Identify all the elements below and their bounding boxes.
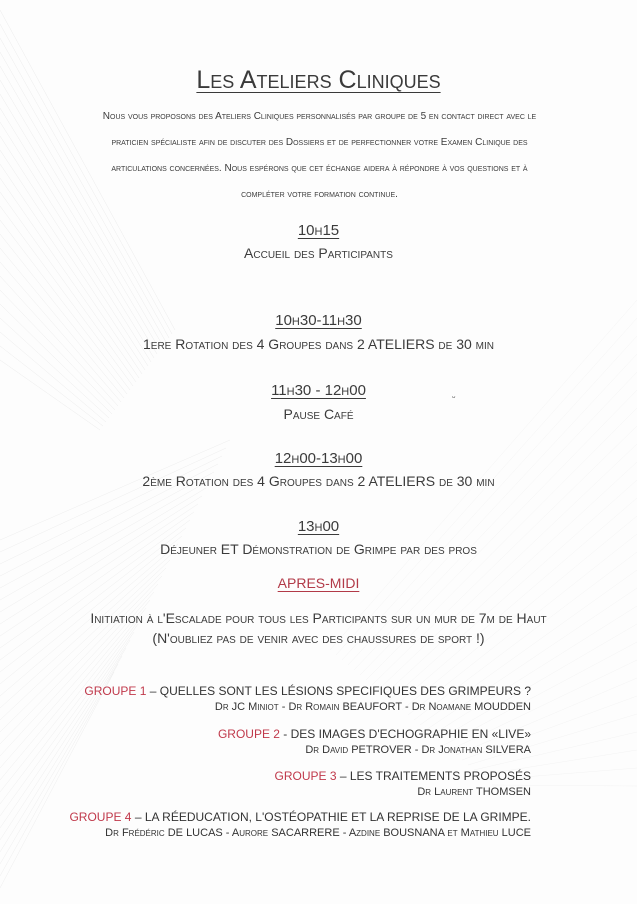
group-speakers: Dr David PETROVER - Dr Jonathan SILVERA: [305, 744, 531, 756]
time-slot: 10h15: [297, 222, 340, 239]
afternoon-info: [0, 608, 637, 648]
time-slot: 12h00-13h00: [274, 450, 363, 467]
group-name: GROUPE 4: [69, 810, 132, 824]
activity: Accueil des Participants: [244, 245, 393, 261]
activity: Pause Café: [283, 406, 354, 422]
afternoon-heading: APRES-MIDI: [277, 575, 360, 591]
stray-mark: ᵕ: [452, 392, 456, 402]
group-speakers: Dr Frédéric DE LUCAS - Aurore SACARRERE - Azdine BOUSNANA et Mathieu LUCE: [105, 827, 531, 839]
group-speakers: Dr Laurent THOMSEN: [417, 786, 531, 798]
intro-paragraph: Nous vous proposons des Ateliers Cliniques personnalisés par groupe de 5 en contact direct avec le praticien spécialiste afin de discuter des Dossiers et de perfectionner votre Examen Clinique des articulations concernées. Nous espérons que cet échange aidera à répondre à vos questions et à compléter votre formation continue.: [102, 111, 537, 200]
group-block: [84, 684, 531, 713]
afternoon-line-1: Initiation à l'Escalade pour tous les Participants sur un mur de 7m de Haut: [90, 610, 547, 626]
group-speakers: Dr JC Miniot - Dr Romain BEAUFORT - Dr Noamane MOUDDEN: [214, 701, 531, 713]
group-topic: - DES IMAGES D'ECHOGRAPHIE EN «LIVE»: [279, 727, 531, 741]
group-name: GROUPE 2: [217, 727, 280, 741]
group-name: GROUPE 3: [274, 769, 337, 783]
afternoon-line-2: (N'oubliez pas de venir avec des chaussures de sport !): [152, 630, 485, 646]
page-title: Les Ateliers Cliniques: [196, 66, 441, 94]
group-name: GROUPE 1: [84, 684, 147, 698]
time-slot: 13h00: [297, 518, 340, 535]
activity: 2ème Rotation des 4 Groupes dans 2 ATELIERS de 30 min: [142, 473, 495, 489]
group-topic: – LES TRAITEMENTS PROPOSÉS: [336, 769, 531, 783]
group-block: [69, 810, 531, 839]
group-block: [218, 727, 531, 756]
time-slot: 10h30-11h30: [275, 312, 362, 329]
activity: 1ere Rotation des 4 Groupes dans 2 ATELIERS de 30 min: [142, 336, 495, 352]
group-block: [274, 769, 531, 798]
activity: Déjeuner ET Démonstration de Grimpe par des pros: [160, 541, 477, 557]
group-topic: – QUELLES SONT LES LÉSIONS SPECIFIQUES DES GRIMPEURS ?: [146, 684, 531, 698]
time-slot: 11h30 - 12h00: [271, 382, 366, 399]
group-topic: – LA RÉEDUCATION, L'OSTÉOPATHIE ET LA REPRISE DE LA GRIMPE.: [131, 810, 531, 824]
